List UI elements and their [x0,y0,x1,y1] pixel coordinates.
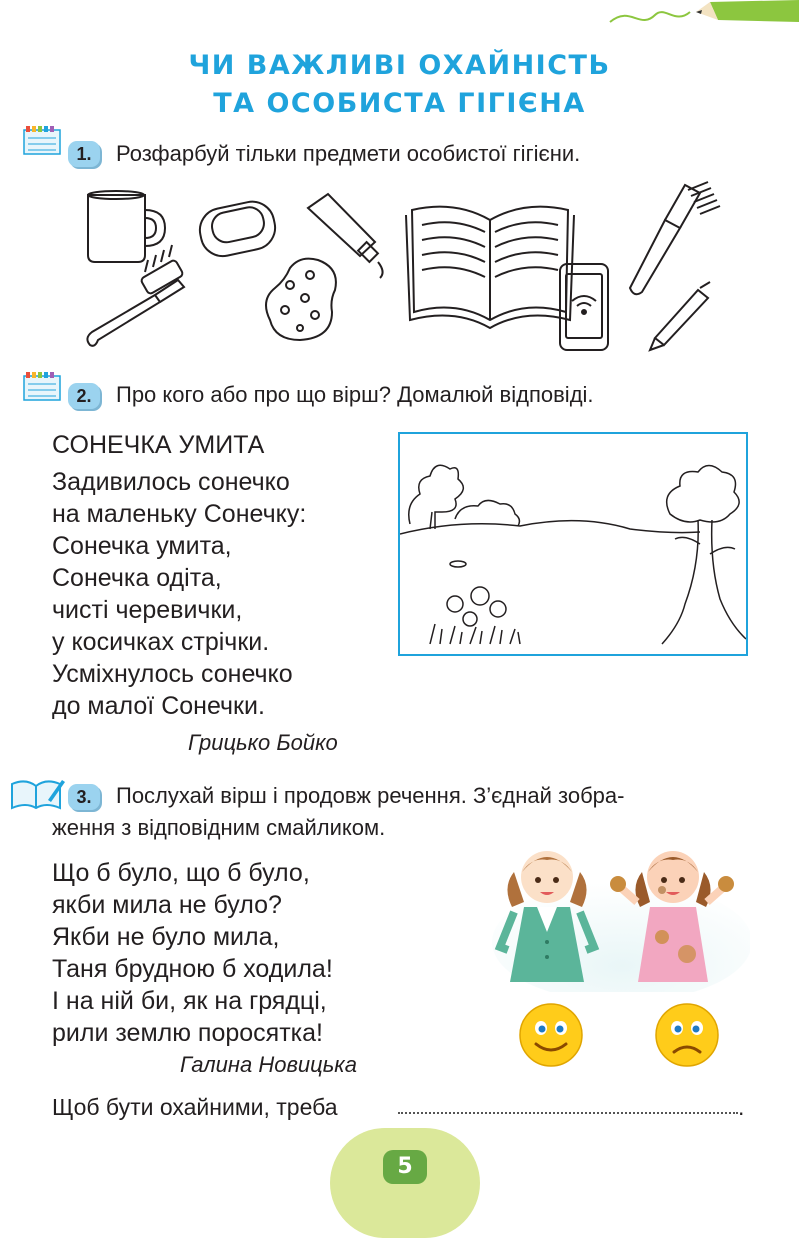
sentence-end: . [738,1094,745,1120]
task-3-instruction-line2: ження з відповідним смайликом. [52,815,386,840]
completion-sentence: Щоб бути охайними, треба [52,1094,338,1120]
clean-girl [500,851,594,982]
poem-author: Галина Новицька [180,1052,357,1077]
poem-author: Грицько Бойко [188,730,338,755]
page-number: 5 [383,1150,427,1184]
pencil-decoration [600,0,799,40]
toothpaste-icon [308,194,383,278]
poem-line: на маленьку Сонечку: [52,500,307,528]
toothbrush-icon [87,245,184,346]
task-1-number: 1. [68,141,100,167]
poem-line: чисті черевички, [52,596,243,624]
poem-line: Таня брудною б ходила! [52,955,333,983]
poem-line: Сонечка одіта, [52,564,222,592]
sponge-icon [266,259,336,340]
poem-line: Усміхнулось сонечко [52,660,293,688]
poem-line: у косичках стрічки. [52,628,270,656]
pen-icon [650,282,710,350]
poem-line: Сонечка умита, [52,532,232,560]
task-3-number: 3. [68,784,100,810]
task-2-instruction: Про кого або про що вірш? Домалюй відповіді. [116,382,594,407]
poem-line: Якби не було мила, [52,923,280,951]
poem-title: СОНЕЧКА УМИТА [52,431,265,459]
notebook-icon [22,124,62,156]
task-1-instruction: Розфарбуй тільки предмети особистої гігієни. [116,141,581,166]
drawing-frame[interactable] [398,432,748,656]
notebook-icon [22,370,62,402]
task-2-number: 2. [68,383,100,409]
comb-icon [630,182,720,294]
poem-line: І на ній би, як на грядці, [52,987,327,1015]
answer-line[interactable] [398,1112,738,1114]
poem-line: Задивилось сонечко [52,468,290,496]
page-title-line2: ТА ОСОБИСТА ГІГІЄНА [213,88,586,119]
girls-illustration [492,832,750,992]
landscape-sketch [400,434,746,654]
task-3-instruction-line1: Послухай вірш і продовж речення. З’єднай зобра- [116,783,625,808]
poem-line: якби мила не було? [52,891,282,919]
poem-line: Що б було, що б було, [52,859,310,887]
poem-line: рили землю поросятка! [52,1019,323,1047]
soap-icon [196,198,279,261]
book-icon [406,207,574,328]
open-book-icon [8,776,66,812]
page-title-line1: ЧИ ВАЖЛИВІ ОХАЙНІСТЬ [188,50,611,81]
cup-icon [88,191,165,262]
task-1-pictures [60,180,780,355]
poem-line: до малої Сонечки. [52,692,265,720]
sad-smiley-icon[interactable] [654,1002,720,1068]
happy-smiley-icon[interactable] [518,1002,584,1068]
